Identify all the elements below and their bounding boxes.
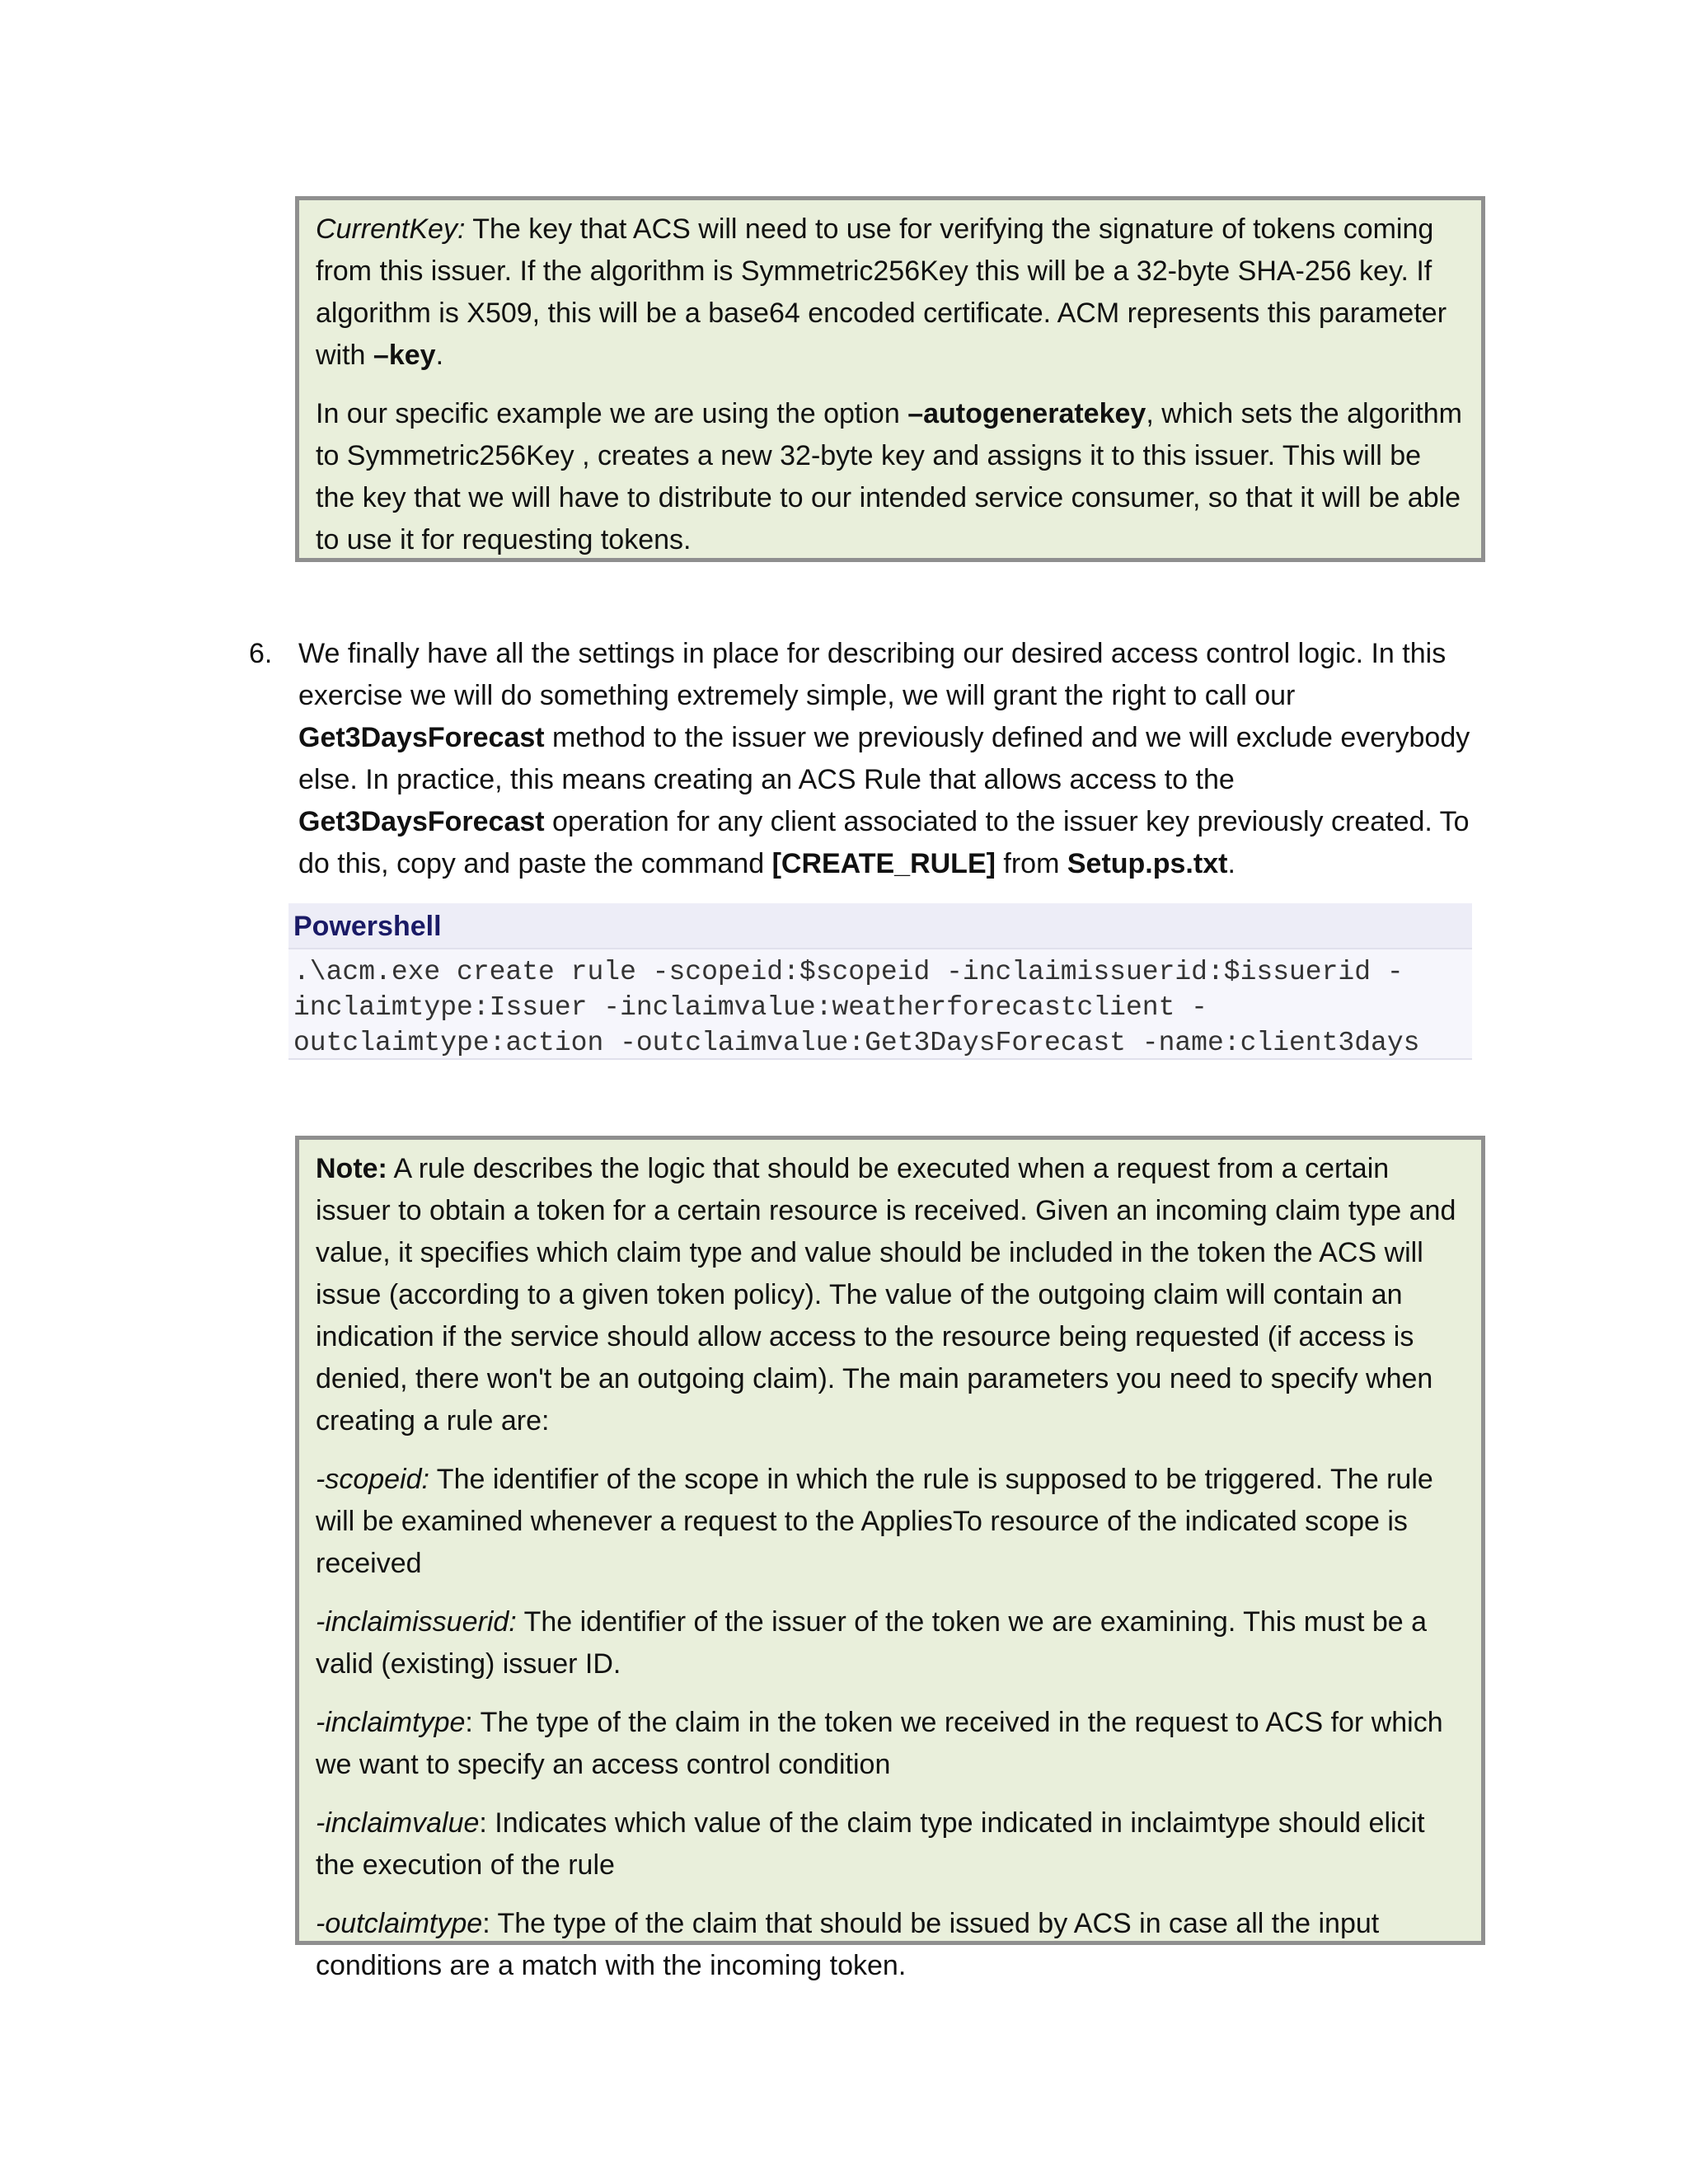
rule-note-box [295,1136,1485,1981]
autogeneratekey-paragraph [316,393,1466,561]
param-name: -inclaimissuerid: [316,1606,517,1638]
code-language-label: Powershell [288,903,1472,949]
param-desc: : The type of the claim that should be issued by ACS in case all the input conditions are a match with the incoming token. [316,1908,1380,1981]
param-name: -scopeid: [316,1464,429,1495]
current-key-paragraph [316,209,1466,377]
autogeneratekey-flag: –autogeneratekey [907,398,1146,429]
autogeneratekey-intro: In our specific example we are using the option [316,398,908,429]
param-name: -inclaimtype [316,1707,466,1738]
step-number: 6. [249,638,273,669]
current-key-end: . [435,340,444,371]
operation-name: Get3DaysForecast [298,806,545,837]
current-key-description: The key that ACS will need to use for verifying the signature of tokens coming from this issuer. If the algorithm is Symmetric256Key this will be a 32-byte SHA-256 key. If algorithm is X509, this will be a base64 encoded certificate. ACM represents this parameter with [316,213,1447,371]
param-desc: : Indicates which value of the claim type indicated in inclaimtype should elicit the execution of the rule [316,1807,1425,1881]
autogeneratekey-description: , which sets the algorithm to Symmetric256Key , creates a new 32-byte key and assigns it to this issuer. This will be the key that we will have to distribute to our intended service consumer, so that it will be able to use it for requesting tokens. [316,398,1462,555]
step-text-part: We finally have all the settings in place for describing our desired access control logic. In this exercise we will do something extremely simple, we will grant the right to call our [298,638,1447,711]
note-label: Note: [316,1153,387,1184]
step-6 [249,633,1485,885]
command-name: [CREATE_RULE] [771,848,996,879]
step-text-part: from [995,848,1067,879]
param-inclaimtype [316,1702,1466,1786]
step-text-part: . [1227,848,1236,879]
note-text: A rule describes the logic that should be executed when a request from a certain issuer to obtain a token for a certain resource is received. Given an incoming claim type and value, it specifies which claim type and value should be included in the token the ACS will issue (according to a given token policy). The value of the outgoing claim will contain an indication if the service should allow access to the resource being requested (if access is denied, there won't be an outgoing claim). The main parameters you need to specify when creating a rule are: [316,1153,1456,1436]
current-key-term: CurrentKey: [316,213,466,245]
param-desc: The identifier of the issuer of the token we are examining. This must be a valid (existing) issuer ID. [316,1606,1428,1680]
param-desc: The identifier of the scope in which the rule is supposed to be triggered. The rule will be examined whenever a request to the AppliesTo resource of the indicated scope is received [316,1464,1433,1579]
param-outclaimtype [316,1903,1466,1987]
code-line: outclaimtype:action -outclaimvalue:Get3DaysForecast -name:client3days [293,1028,1420,1058]
file-name: Setup.ps.txt [1067,848,1228,879]
code-content[interactable] [288,949,1472,1061]
code-block[interactable] [288,903,1472,1060]
code-line: inclaimtype:Issuer -inclaimvalue:weatherforecastclient - [293,992,1207,1023]
param-inclaimvalue [316,1802,1466,1886]
param-inclaimissuerid [316,1601,1466,1685]
param-name: -inclaimvalue [316,1807,480,1839]
key-flag: –key [373,340,436,371]
step-text-part: method to the issuer we previously defined and we will exclude everybody else. In practice, this means creating an ACS Rule that allows access to the [298,722,1470,795]
param-name: -outclaimtype [316,1908,483,1939]
note-intro [316,1148,1466,1442]
step-6-text [298,633,1485,885]
code-line: .\acm.exe create rule -scopeid:$scopeid -inclaimissuerid:$issuerid - [293,957,1404,987]
method-name: Get3DaysForecast [298,722,545,753]
current-key-note-box [295,196,1485,562]
param-desc: : The type of the claim in the token we received in the request to ACS for which we want to specify an access control condition [316,1707,1443,1780]
param-scopeid [316,1459,1466,1585]
step-text-part: operation for any client associated to the issuer key previously created. To do this, copy and paste the command [298,806,1470,879]
